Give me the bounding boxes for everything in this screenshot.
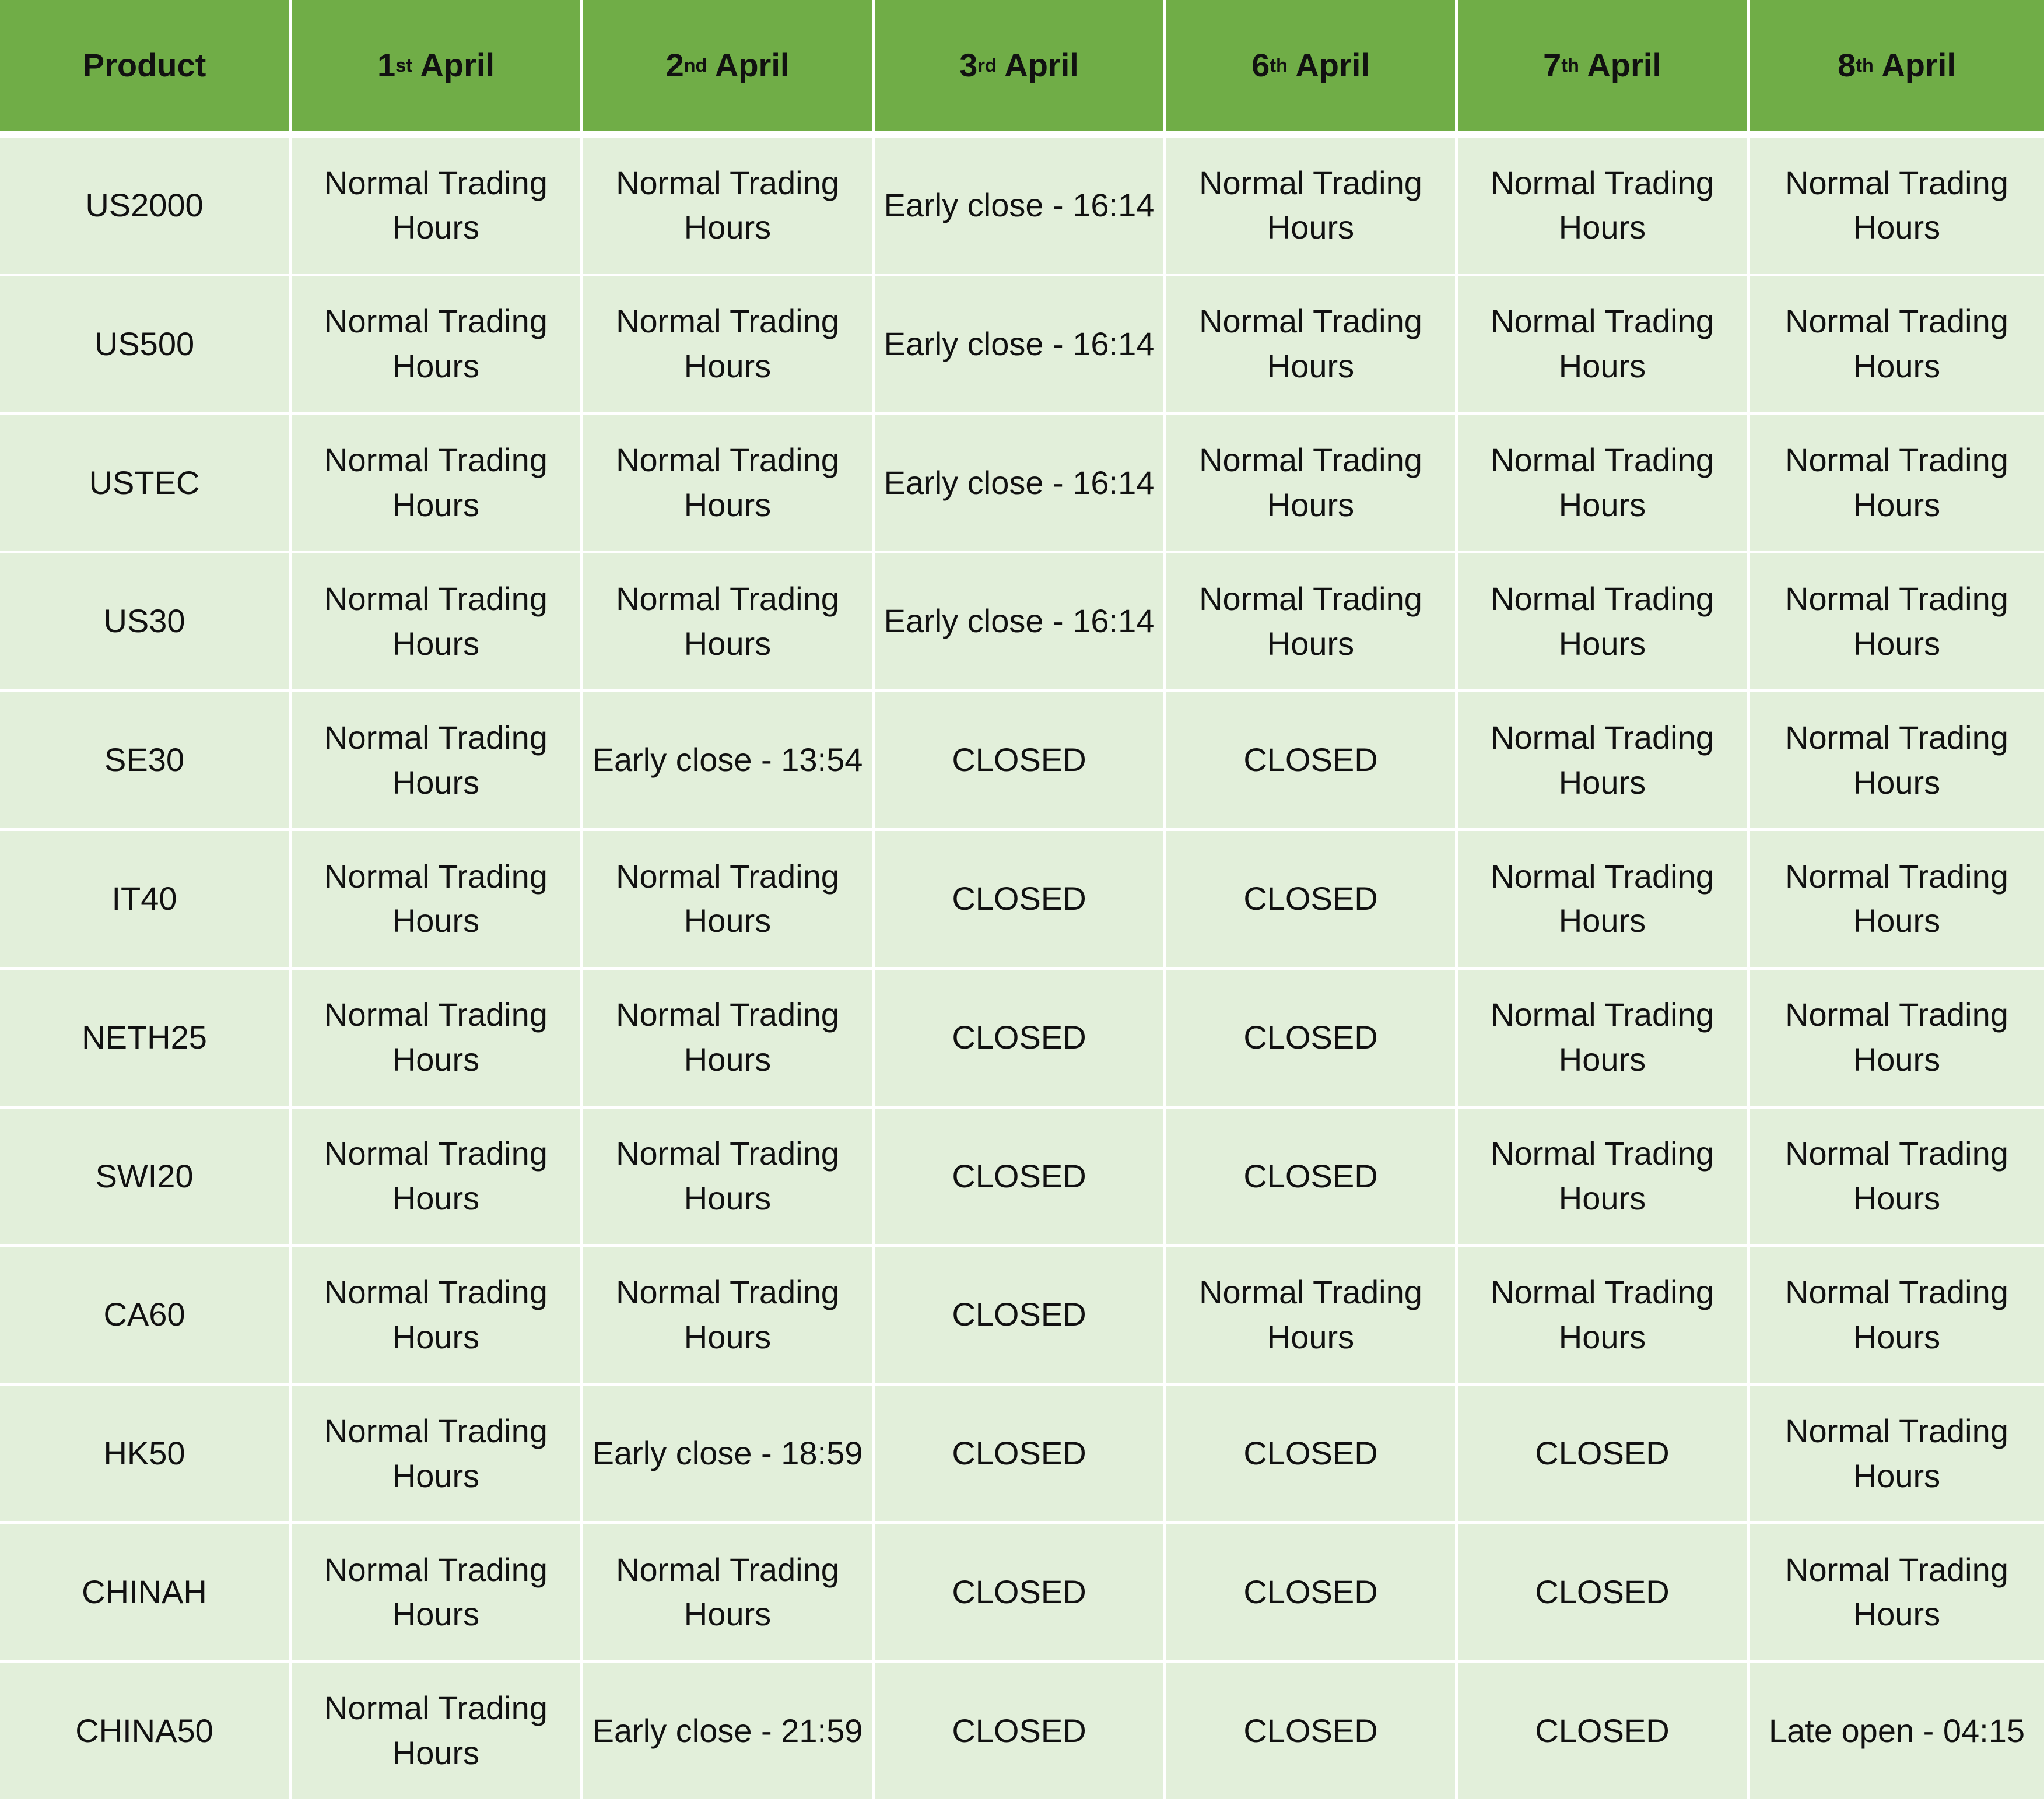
schedule-cell: Normal Trading Hours — [583, 1247, 875, 1386]
product-cell: CA60 — [0, 1247, 292, 1386]
schedule-cell: Normal Trading Hours — [1750, 553, 2044, 692]
schedule-cell: CLOSED — [875, 1524, 1166, 1663]
schedule-cell: Normal Trading Hours — [583, 138, 875, 276]
schedule-cell: CLOSED — [1166, 692, 1458, 831]
product-cell: US500 — [0, 276, 292, 415]
schedule-cell: CLOSED — [1166, 1524, 1458, 1663]
schedule-cell: Normal Trading Hours — [1458, 1109, 1750, 1247]
schedule-cell: CLOSED — [875, 692, 1166, 831]
header-month: April — [707, 46, 790, 83]
schedule-cell: CLOSED — [1458, 1386, 1750, 1524]
schedule-cell: Normal Trading Hours — [1458, 831, 1750, 970]
schedule-cell: CLOSED — [875, 1109, 1166, 1247]
header-cell-date: 7 th April — [1458, 0, 1750, 138]
schedule-cell: Normal Trading Hours — [292, 1109, 583, 1247]
schedule-cell: CLOSED — [875, 1663, 1166, 1802]
schedule-cell: CLOSED — [1166, 1663, 1458, 1802]
header-cell-date: 2 nd April — [583, 0, 875, 138]
schedule-cell: Normal Trading Hours — [1750, 1247, 2044, 1386]
schedule-cell: Early close - 16:14 — [875, 553, 1166, 692]
header-month: April — [1873, 46, 1956, 83]
schedule-cell: Normal Trading Hours — [1750, 138, 2044, 276]
header-cell-date: 1 st April — [292, 0, 583, 138]
schedule-cell: Normal Trading Hours — [292, 692, 583, 831]
schedule-cell: Normal Trading Hours — [1458, 415, 1750, 554]
product-cell: NETH25 — [0, 970, 292, 1109]
schedule-cell: Early close - 21:59 — [583, 1663, 875, 1802]
schedule-cell: Normal Trading Hours — [1750, 276, 2044, 415]
product-cell: USTEC — [0, 415, 292, 554]
schedule-cell: Normal Trading Hours — [292, 415, 583, 554]
schedule-cell: Normal Trading Hours — [292, 970, 583, 1109]
schedule-cell: CLOSED — [875, 970, 1166, 1109]
schedule-cell: Normal Trading Hours — [583, 276, 875, 415]
product-cell: IT40 — [0, 831, 292, 970]
header-month: April — [996, 46, 1079, 83]
schedule-cell: Normal Trading Hours — [1750, 692, 2044, 831]
schedule-cell: Normal Trading Hours — [1166, 1247, 1458, 1386]
schedule-cell: Normal Trading Hours — [583, 1524, 875, 1663]
header-day: 6 — [1251, 46, 1270, 83]
schedule-cell: Normal Trading Hours — [583, 415, 875, 554]
schedule-cell: Normal Trading Hours — [1750, 1109, 2044, 1247]
header-label: Product — [82, 46, 206, 83]
schedule-cell: CLOSED — [1166, 1109, 1458, 1247]
schedule-cell: Normal Trading Hours — [1166, 138, 1458, 276]
schedule-cell: Normal Trading Hours — [1750, 831, 2044, 970]
header-cell-date: 8 th April — [1750, 0, 2044, 138]
schedule-cell: Normal Trading Hours — [583, 1109, 875, 1247]
schedule-cell: Normal Trading Hours — [1166, 553, 1458, 692]
header-day: 7 — [1543, 46, 1562, 83]
product-cell: HK50 — [0, 1386, 292, 1524]
schedule-cell: CLOSED — [1458, 1663, 1750, 1802]
schedule-cell: Normal Trading Hours — [1750, 415, 2044, 554]
header-cell-date: 6 th April — [1166, 0, 1458, 138]
schedule-cell: Normal Trading Hours — [1458, 276, 1750, 415]
schedule-cell: Early close - 13:54 — [583, 692, 875, 831]
schedule-cell: Early close - 16:14 — [875, 138, 1166, 276]
product-cell: CHINA50 — [0, 1663, 292, 1802]
schedule-cell: Normal Trading Hours — [292, 1663, 583, 1802]
header-day: 8 — [1838, 46, 1856, 83]
header-month: April — [1579, 46, 1661, 83]
schedule-cell: Normal Trading Hours — [292, 276, 583, 415]
schedule-cell: CLOSED — [1166, 1386, 1458, 1524]
schedule-cell: Early close - 18:59 — [583, 1386, 875, 1524]
schedule-cell: CLOSED — [875, 1386, 1166, 1524]
product-cell: SE30 — [0, 692, 292, 831]
schedule-cell: Normal Trading Hours — [292, 1247, 583, 1386]
schedule-cell: CLOSED — [1166, 831, 1458, 970]
schedule-cell: Normal Trading Hours — [292, 138, 583, 276]
schedule-cell: Normal Trading Hours — [292, 553, 583, 692]
schedule-cell: Normal Trading Hours — [1166, 276, 1458, 415]
schedule-cell: Normal Trading Hours — [1458, 692, 1750, 831]
schedule-cell: Normal Trading Hours — [583, 553, 875, 692]
schedule-cell: CLOSED — [875, 831, 1166, 970]
schedule-cell: Late open - 04:15 — [1750, 1663, 2044, 1802]
schedule-cell: Normal Trading Hours — [1458, 138, 1750, 276]
header-cell-date: 3 rd April — [875, 0, 1166, 138]
schedule-cell: CLOSED — [1458, 1524, 1750, 1663]
schedule-cell: Early close - 16:14 — [875, 415, 1166, 554]
schedule-cell: CLOSED — [1166, 970, 1458, 1109]
schedule-cell: CLOSED — [875, 1247, 1166, 1386]
schedule-cell: Normal Trading Hours — [1750, 1524, 2044, 1663]
header-month: April — [412, 46, 495, 83]
product-cell: US2000 — [0, 138, 292, 276]
schedule-cell: Normal Trading Hours — [292, 1386, 583, 1524]
schedule-cell: Normal Trading Hours — [1458, 970, 1750, 1109]
schedule-cell: Normal Trading Hours — [1458, 1247, 1750, 1386]
product-cell: US30 — [0, 553, 292, 692]
header-month: April — [1287, 46, 1370, 83]
header-day: 1 — [377, 46, 396, 83]
header-day: 3 — [959, 46, 978, 83]
header-day: 2 — [665, 46, 684, 83]
schedule-cell: Normal Trading Hours — [292, 1524, 583, 1663]
schedule-cell: Normal Trading Hours — [1750, 1386, 2044, 1524]
schedule-cell: Early close - 16:14 — [875, 276, 1166, 415]
schedule-cell: Normal Trading Hours — [1458, 553, 1750, 692]
header-cell-product — [0, 0, 292, 138]
schedule-cell: Normal Trading Hours — [1750, 970, 2044, 1109]
schedule-cell: Normal Trading Hours — [1166, 415, 1458, 554]
schedule-cell: Normal Trading Hours — [583, 970, 875, 1109]
schedule-cell: Normal Trading Hours — [292, 831, 583, 970]
product-cell: SWI20 — [0, 1109, 292, 1247]
schedule-cell: Normal Trading Hours — [583, 831, 875, 970]
product-cell: CHINAH — [0, 1524, 292, 1663]
